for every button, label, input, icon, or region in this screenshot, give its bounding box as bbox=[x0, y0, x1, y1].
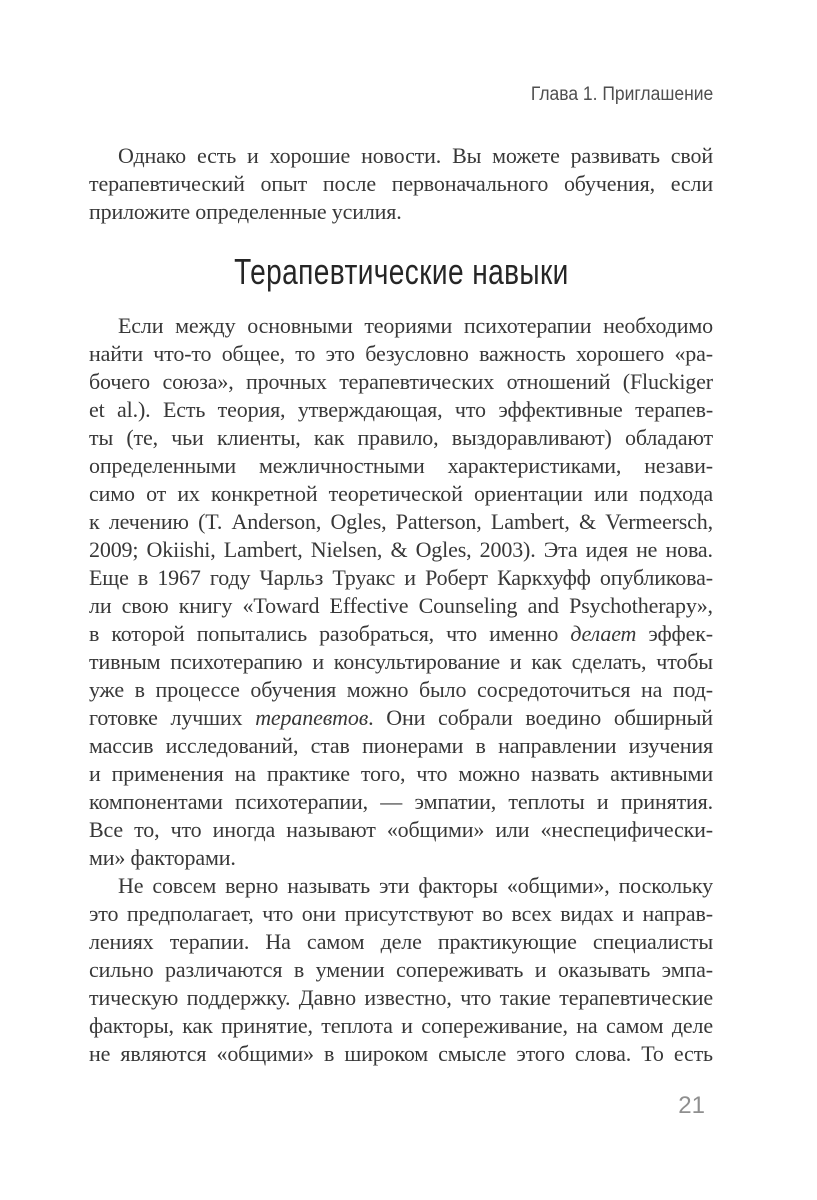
text-line: 2009; Okiishi, Lambert, Nielsen, & Ogles, 2003). Эта идея не нова. bbox=[89, 537, 713, 562]
section-heading-text: Терапевтические навыки bbox=[233, 251, 569, 292]
text-line: ты (те, чьи клиенты, как правило, выздоравливают) обладают bbox=[89, 425, 713, 450]
running-header bbox=[515, 84, 713, 106]
paragraph bbox=[89, 872, 713, 1068]
text-line: уже в процессе обучения можно было сосредоточиться на под- bbox=[89, 677, 713, 702]
running-header-text: Глава 1. Приглашение bbox=[530, 84, 713, 105]
text-line: Все то, что иногда называют «общими» или «неспецифически- bbox=[89, 817, 713, 842]
text-line: симо от их конкретной теоретической ориентации или подхода bbox=[89, 481, 713, 506]
text-line: бочего союза», прочных терапевтических отношений (Fluckiger bbox=[89, 369, 713, 394]
page-number: 21 bbox=[678, 1092, 705, 1119]
text-line: сильно различаются в умении сопереживать и оказывать эмпа- bbox=[89, 957, 713, 982]
text-line: тическую поддержку. Давно известно, что такие терапевтические bbox=[89, 985, 713, 1010]
text-line: Если между основными теориями психотерапии необходимо bbox=[118, 313, 713, 338]
text-line: Не совсем верно называть эти факторы «общими», поскольку bbox=[118, 873, 713, 898]
text-line: Еще в 1967 году Чарльз Труакс и Роберт Каркхуфф опубликова- bbox=[89, 565, 713, 590]
text-line: et al.). Есть теория, утверждающая, что эффективные терапев- bbox=[89, 397, 713, 422]
section-heading bbox=[89, 250, 713, 294]
text-line: определенными межличностными характеристиками, незави- bbox=[89, 453, 713, 478]
text-line: ли свою книгу «Toward Effective Counseling and Psychotherapy», bbox=[89, 593, 713, 618]
text-line: найти что-то общее, то это безусловно важность хорошего «ра- bbox=[89, 341, 713, 366]
text-line: тивным психотерапию и консультирование и как сделать, чтобы bbox=[89, 649, 713, 674]
text-line: приложите определенные усилия. bbox=[89, 199, 402, 224]
text-line: это предполагает, что они присутствуют во всех видах и направ- bbox=[89, 901, 713, 926]
text-line: массив исследований, став пионерами в направлении изучения bbox=[89, 733, 713, 758]
text-line: к лечению (T. Anderson, Ogles, Patterson, Lambert, & Vermeersch, bbox=[89, 509, 713, 534]
text-line: факторы, как принятие, теплота и сопереживание, на самом деле bbox=[89, 1013, 713, 1038]
text-line: ми» факторами. bbox=[89, 845, 236, 870]
text-line: готовке лучших терапевтов. Они собрали воедино обширный bbox=[89, 705, 713, 730]
text-line: и применения на практике того, что можно назвать активными bbox=[89, 761, 713, 786]
text-line: лениях терапии. На самом деле практикующие специалисты bbox=[89, 929, 713, 954]
text-line: Однако есть и хорошие новости. Вы можете развивать свой bbox=[118, 143, 713, 168]
text-line: не являются «общими» в широком смысле этого слова. То есть bbox=[89, 1041, 713, 1066]
text-line: терапевтический опыт после первоначального обучения, если bbox=[89, 171, 713, 196]
paragraph bbox=[89, 312, 713, 872]
text-line: компонентами психотерапии, — эмпатии, теплоты и принятия. bbox=[89, 789, 713, 814]
intro-paragraph bbox=[89, 142, 713, 226]
body-text bbox=[89, 312, 713, 1068]
text-line: в которой попытались разобраться, что именно делает эффек- bbox=[89, 621, 713, 646]
